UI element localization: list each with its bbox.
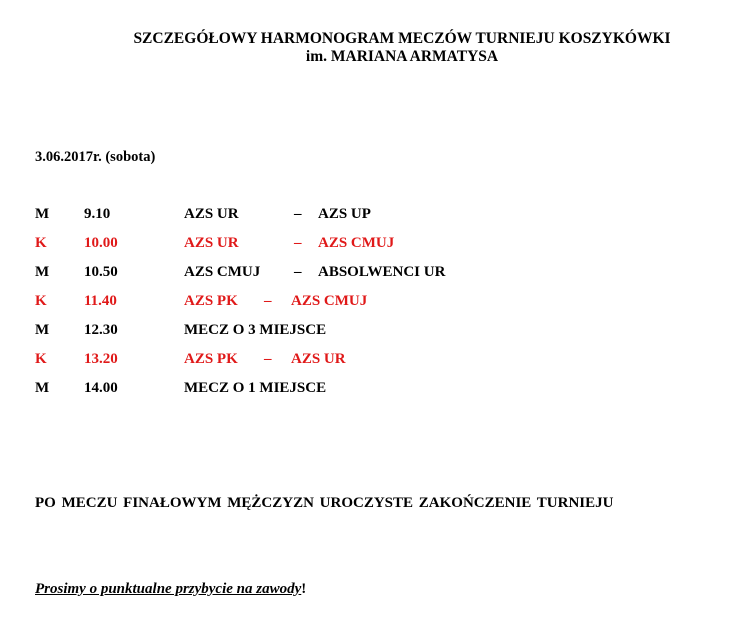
match-time: 9.10 [84,206,111,222]
match-row [0,350,732,379]
match-time: 10.50 [84,264,118,280]
document-title: SZCZEGÓŁOWY HARMONOGRAM MECZÓW TURNIEJU KOSZYKÓWKI [133,30,671,47]
match-description: MECZ O 1 MIEJSCE [184,380,327,396]
match-category: M [35,264,50,280]
match-team-away: AZS CMUJ [318,235,395,251]
match-separator: – [264,293,272,309]
match-team-away: AZS UP [318,206,371,222]
match-row [0,292,732,321]
match-team-home: AZS UR [184,235,239,251]
match-team-away: AZS UR [291,351,346,367]
match-time: 12.30 [84,322,118,338]
event-date: 3.06.2017r. (sobota) [35,149,156,165]
match-team-home: AZS PK [184,351,238,367]
match-row [0,234,732,263]
match-schedule [0,205,732,408]
match-category: M [35,322,50,338]
match-team-home: AZS UR [184,206,239,222]
match-separator: – [294,264,302,280]
match-team-away: AZS CMUJ [291,293,368,309]
punctuality-note-text: Prosimy o punktualne przybycie na zawody [35,581,302,597]
match-category: K [35,235,47,251]
match-time: 13.20 [84,351,118,367]
match-category: M [35,380,50,396]
match-row [0,379,732,408]
punctuality-note-exclamation: ! [301,581,307,597]
match-description: MECZ O 3 MIEJSCE [184,322,327,338]
document-subtitle: im. MARIANA ARMATYSA [305,48,499,65]
match-category: M [35,206,50,222]
match-team-away: ABSOLWENCI UR [318,264,446,280]
match-time: 11.40 [84,293,117,309]
match-row [0,321,732,350]
match-team-home: AZS PK [184,293,238,309]
closing-announcement: PO MECZU FINAŁOWYM MĘŻCZYZN UROCZYSTE ZAKOŃCZENIE TURNIEJU [35,495,614,511]
match-category: K [35,351,47,367]
match-time: 10.00 [84,235,118,251]
match-time: 14.00 [84,380,118,396]
match-category: K [35,293,47,309]
match-separator: – [294,206,302,222]
match-team-home: AZS CMUJ [184,264,261,280]
match-row [0,263,732,292]
punctuality-note [35,580,306,598]
match-separator: – [294,235,302,251]
match-separator: – [264,351,272,367]
match-row [0,205,732,234]
